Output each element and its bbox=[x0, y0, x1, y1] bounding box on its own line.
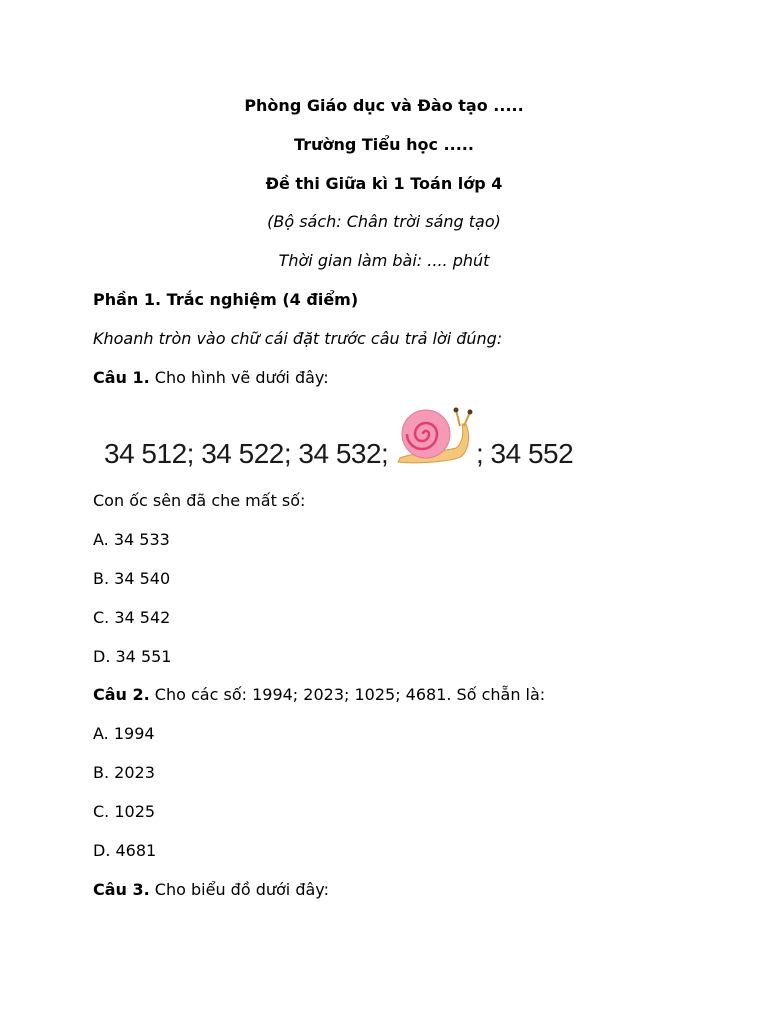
time-limit: Thời gian làm bài: .... phút bbox=[278, 251, 490, 270]
exam-title: Đề thi Giữa kì 1 Toán lớp 4 bbox=[265, 174, 503, 193]
question-3-label: Câu 3. bbox=[93, 880, 150, 899]
q2-option-d: D. 4681 bbox=[93, 841, 157, 860]
book-series: (Bộ sách: Chân trời sáng tạo) bbox=[267, 212, 501, 231]
part1-title: Phần 1. Trắc nghiệm (4 điểm) bbox=[93, 290, 359, 309]
question-1-label: Câu 1. bbox=[93, 368, 150, 387]
q1-option-c: C. 34 542 bbox=[93, 608, 171, 627]
part1-instruction: Khoanh tròn vào chữ cái đặt trước câu trả lời đúng: bbox=[93, 329, 503, 348]
q1-option-a: A. 34 533 bbox=[93, 530, 170, 549]
q2-option-b: B. 2023 bbox=[93, 763, 155, 782]
question-1-prompt: Con ốc sên đã che mất số: bbox=[93, 491, 306, 510]
snail-icon bbox=[394, 404, 476, 468]
question-3-text: Cho biểu đồ dưới đây: bbox=[149, 880, 329, 899]
question-2-text: Cho các số: 1994; 2023; 1025; 4681. Số chẵn là: bbox=[149, 685, 546, 704]
sequence-left: 34 512; 34 522; 34 532; bbox=[104, 438, 389, 469]
q1-option-b: B. 34 540 bbox=[93, 569, 171, 588]
q1-option-d: D. 34 551 bbox=[93, 647, 172, 666]
q2-option-c: C. 1025 bbox=[93, 802, 156, 821]
q2-option-a: A. 1994 bbox=[93, 724, 155, 743]
question-1-text: Cho hình vẽ dưới đây: bbox=[149, 368, 329, 387]
sequence-right: ; 34 552 bbox=[476, 438, 574, 469]
number-sequence-figure bbox=[104, 404, 584, 470]
question-2-label: Câu 2. bbox=[93, 685, 150, 704]
school-heading: Trường Tiểu học ..... bbox=[294, 135, 474, 154]
question-2 bbox=[93, 685, 728, 705]
question-3 bbox=[93, 880, 728, 900]
question-1 bbox=[93, 368, 728, 388]
department-heading: Phòng Giáo dục và Đào tạo ..... bbox=[244, 96, 524, 115]
